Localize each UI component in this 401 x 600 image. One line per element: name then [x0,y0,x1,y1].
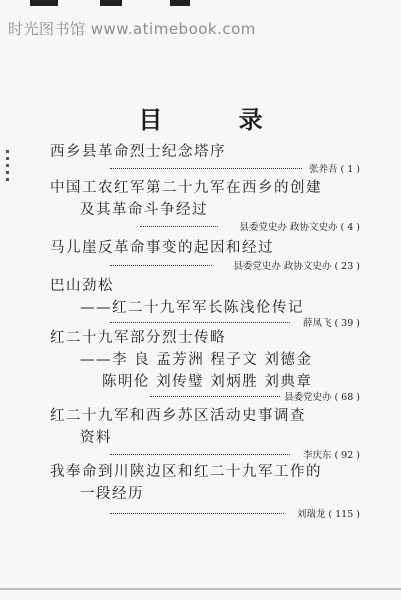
toc-entry-title: 巴山劲松 [50,278,114,294]
toc-page-ref: 薛凤飞 ( 39 ) [302,318,360,329]
toc-entry-title: 我奉命到川陕边区和红二十九军工作的 [50,464,322,480]
toc-entry-5 [50,326,360,406]
toc-entry-title: 红二十九军部分烈士传略 [50,330,226,346]
toc-page-ref: 县委党史办 政协文史办 ( 23 ) [233,261,360,272]
toc-leader [150,396,280,397]
toc-entry-6 [50,404,360,464]
toc-entry-title: 资料 [80,430,112,446]
toc-entry-3 [50,236,360,272]
toc-page-ref: 刘瑞龙 ( 115 ) [296,509,360,520]
page-title: 目 录 [138,105,297,134]
toc-page-ref: 县委党史办 政协文史办 ( 4 ) [239,222,360,233]
toc-entry-title: 西乡县革命烈士纪念塔序 [50,144,226,160]
toc-entry-title: 红二十九军和西乡苏区活动史事调查 [50,408,306,424]
toc-leader [140,226,218,227]
toc-entry-title: 陈明伦 刘传璧 刘炳胜 刘典章 [102,374,313,390]
scan-top-edge [0,0,401,8]
toc-entry-title: ——李 良 孟芳洲 程子文 刘德金 [80,352,313,368]
toc-entry-title: 及其革命斗争经过 [80,202,208,218]
watermark-text: 时光图书馆 www.atimebook.com [8,20,256,38]
toc-entry-title: 一段经历 [80,486,144,502]
toc-entry-1 [50,140,360,174]
toc-leader [110,513,284,514]
toc-entry-title: 马儿崖反革命事变的起因和经过 [50,240,274,256]
toc-entry-7 [50,460,360,520]
toc-leader [110,322,290,323]
toc-entry-title: ——红二十九军军长陈浅伦传记 [80,300,304,316]
scan-bottom-edge [0,588,401,590]
toc-entry-2 [50,176,360,236]
toc-leader [110,265,212,266]
toc-entry-4 [50,274,360,334]
toc-leader [110,168,302,169]
margin-marks [4,150,14,185]
toc-page-ref: 县委党史办 ( 68 ) [283,392,360,403]
toc-page-ref: 李庆东 ( 92 ) [302,450,360,461]
toc-leader [110,454,290,455]
toc-entry-title: 中国工农红军第二十九军在西乡的创建 [50,180,322,196]
toc-page-ref: 张养吾 ( 1 ) [308,164,360,175]
